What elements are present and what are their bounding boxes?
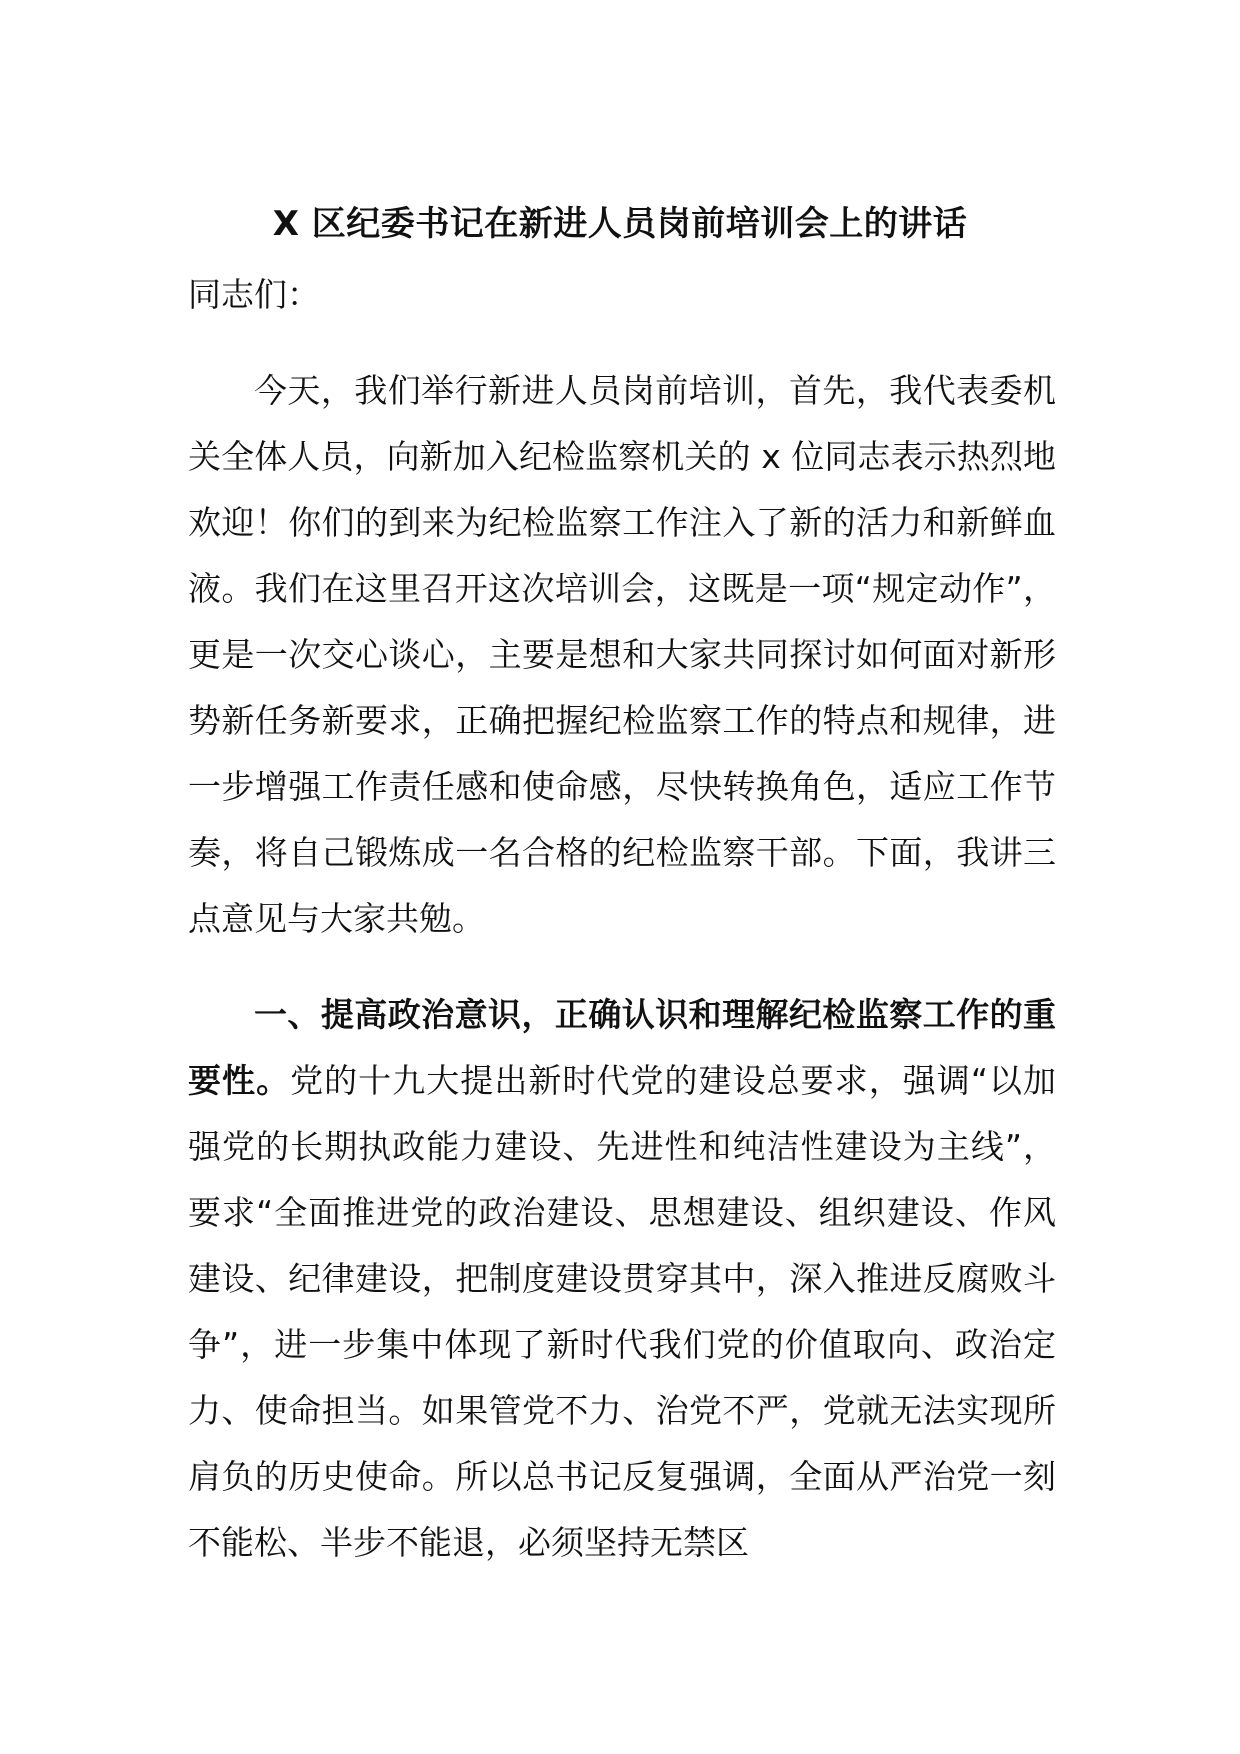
section-1-text: 党的十九大提出新时代党的建设总要求，强调“以加强党的长期执政能力建设、先进性和纯洁性建设为主线”，要求“全面推进党的政治建设、思想建设、组织建设、作风建设、纪律建设，把制度建设贯穿其中，深入推进反腐败斗争”，进一步集中体现了新时代我们党的价值取向、政治定力、使命担当。如果管党不力、治党不严，党就无法实现所肩负的历史使命。所以总书记反复强调，全面从严治党一刻不能松、半步不能退，必须坚持无禁区 <box>188 1061 1056 1562</box>
document-body <box>188 262 1056 1606</box>
paragraph-section-1 <box>188 982 1056 1576</box>
paragraph-intro: 今天，我们举行新进人员岗前培训，首先，我代表委机关全体人员，向新加入纪检监察机关的 x 位同志表示热烈地欢迎！你们的到来为纪检监察工作注入了新的活力和新鲜血液。我们在这里召开这次培训会，这既是一项“规定动作”，更是一次交心谈心，主要是想和大家共同探讨如何面对新形势新任务新要求，正确把握纪检监察工作的特点和规律，进一步增强工作责任感和使命感，尽快转换角色，适应工作节奏，将自己锻炼成一名合格的纪检监察干部。下面，我讲三点意见与大家共勉。 <box>188 371 1056 938</box>
section-1-heading: 一、提高政治意识，正确认识和理解纪检监察工作的重要性。 <box>188 995 1056 1100</box>
document-title: X 区纪委书记在新进人员岗前培训会上的讲话 <box>272 204 968 244</box>
salutation: 同志们： <box>188 275 320 314</box>
